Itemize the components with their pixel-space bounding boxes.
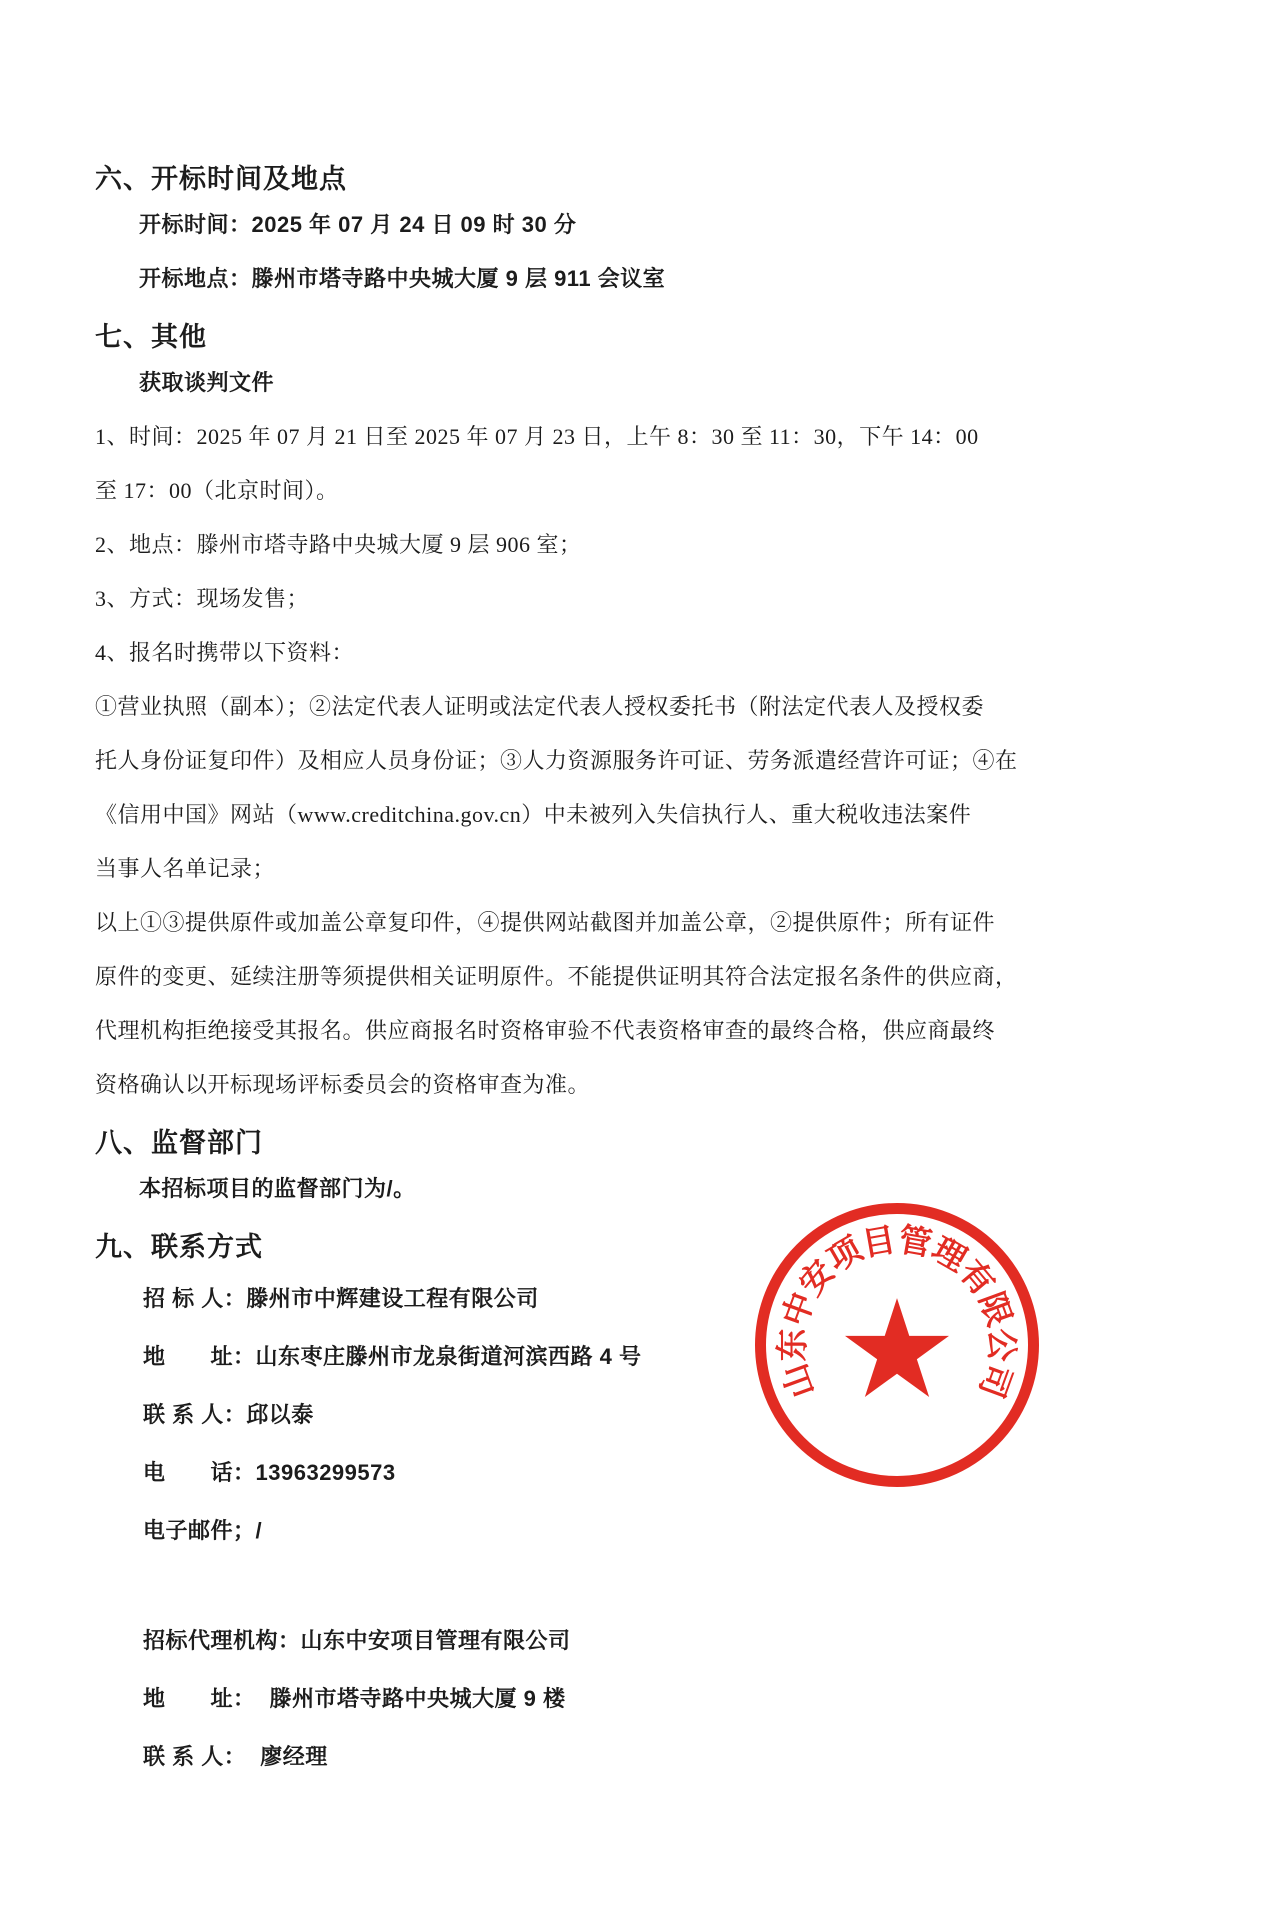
agency-person-label: 联 系 人： bbox=[143, 1744, 247, 1769]
seal-char: 管 bbox=[895, 1220, 935, 1263]
seal-char: 山 bbox=[775, 1359, 822, 1403]
email-label: 电子邮件； bbox=[143, 1518, 256, 1543]
seal-char: 中 bbox=[775, 1287, 822, 1331]
seal-char: 理 bbox=[925, 1229, 974, 1279]
paragraph-line: 《信用中国》网站（www.creditchina.gov.cn）中未被列入失信执行人、重大税收违法案件 bbox=[95, 802, 972, 827]
agency-label: 招标代理机构： bbox=[143, 1628, 301, 1653]
seal-char: 公 bbox=[983, 1328, 1021, 1362]
seal-char: 安 bbox=[791, 1252, 842, 1303]
contact-person-value: 邱以泰 bbox=[246, 1402, 314, 1427]
contact-row-phone bbox=[95, 1444, 1192, 1502]
seal-char: 项 bbox=[820, 1229, 869, 1279]
tenderer-value: 滕州市中辉建设工程有限公司 bbox=[246, 1286, 539, 1311]
paragraph-line: 4、报名时携带以下资料： bbox=[95, 640, 355, 665]
contact-row-agency-address bbox=[95, 1670, 1192, 1728]
paragraph-line: 1、时间：2025 年 07 月 21 日至 2025 年 07 月 23 日，上午 8：30 至 11：30，下午 14：00 bbox=[95, 424, 979, 449]
paragraph-line: 3、方式：现场发售； bbox=[95, 586, 310, 611]
bid-opening-place: 开标地点：滕州市塔寺路中央城大厦 9 层 911 会议室 bbox=[139, 266, 666, 291]
seal-char: 司 bbox=[972, 1359, 1019, 1403]
section7-paragraph bbox=[95, 410, 1192, 1112]
paragraph-line: ①营业执照（副本）；②法定代表人证明或法定代表人授权委托书（附法定代表人及授权委 bbox=[95, 694, 985, 719]
contact-person-label: 联 系 人： bbox=[143, 1402, 247, 1427]
seal-star-icon bbox=[845, 1298, 949, 1398]
paragraph-line: 以上①③提供原件或加盖公章复印件，④提供网站截图并加盖公章，②提供原件；所有证件 bbox=[95, 910, 996, 935]
agency-person-value: 廖经理 bbox=[260, 1744, 328, 1769]
paragraph-line: 托人身份证复印件）及相应人员身份证；③人力资源服务许可证、劳务派遣经营许可证；④在 bbox=[95, 748, 1018, 773]
paragraph-line: 代理机构拒绝接受其报名。供应商报名时资格审验不代表资格审查的最终合格，供应商最终 bbox=[95, 1018, 996, 1043]
tenderer-label: 招 标 人： bbox=[143, 1286, 247, 1311]
phone-value: 13963299573 bbox=[255, 1460, 396, 1485]
seal-char: 东 bbox=[773, 1328, 811, 1362]
seal-char: 限 bbox=[972, 1287, 1019, 1331]
agency-contact-block bbox=[95, 1612, 1192, 1786]
agency-address-label: 地 址： bbox=[143, 1686, 256, 1711]
paragraph-line: 当事人名单记录； bbox=[95, 856, 276, 881]
address-label: 地 址： bbox=[143, 1344, 256, 1369]
contact-row-email bbox=[95, 1502, 1192, 1560]
supervision-department: 本招标项目的监督部门为/。 bbox=[139, 1176, 416, 1201]
seal-char: 有 bbox=[952, 1252, 1003, 1303]
agency-address-value: 滕州市塔寺路中央城大厦 9 楼 bbox=[269, 1686, 566, 1711]
section7-subtitle: 获取谈判文件 bbox=[139, 370, 275, 395]
bid-opening-time: 开标时间：2025 年 07 月 24 日 09 时 30 分 bbox=[139, 212, 577, 237]
company-seal bbox=[755, 1203, 1039, 1487]
contact-row-agency-person bbox=[95, 1728, 1192, 1786]
address-value: 山东枣庄滕州市龙泉街道河滨西路 4 号 bbox=[255, 1344, 642, 1369]
section6-title: 六、开标时间及地点 bbox=[95, 164, 347, 194]
section7-title: 七、其他 bbox=[95, 322, 207, 352]
phone-label: 电 话： bbox=[143, 1460, 256, 1485]
email-value: / bbox=[255, 1518, 263, 1543]
section9-title: 九、联系方式 bbox=[95, 1232, 263, 1262]
paragraph-line: 原件的变更、延续注册等须提供相关证明原件。不能提供证明其符合法定报名条件的供应商， bbox=[95, 964, 1018, 989]
agency-value: 山东中安项目管理有限公司 bbox=[300, 1628, 571, 1653]
paragraph-line: 至 17：00（北京时间）。 bbox=[95, 478, 339, 503]
seal-char: 目 bbox=[859, 1220, 899, 1263]
section8-title: 八、监督部门 bbox=[95, 1128, 263, 1158]
contact-row-agency bbox=[95, 1612, 1192, 1670]
paragraph-line: 资格确认以开标现场评标委员会的资格审查为准。 bbox=[95, 1072, 591, 1097]
paragraph-line: 2、地点：滕州市塔寺路中央城大厦 9 层 906 室； bbox=[95, 532, 582, 557]
